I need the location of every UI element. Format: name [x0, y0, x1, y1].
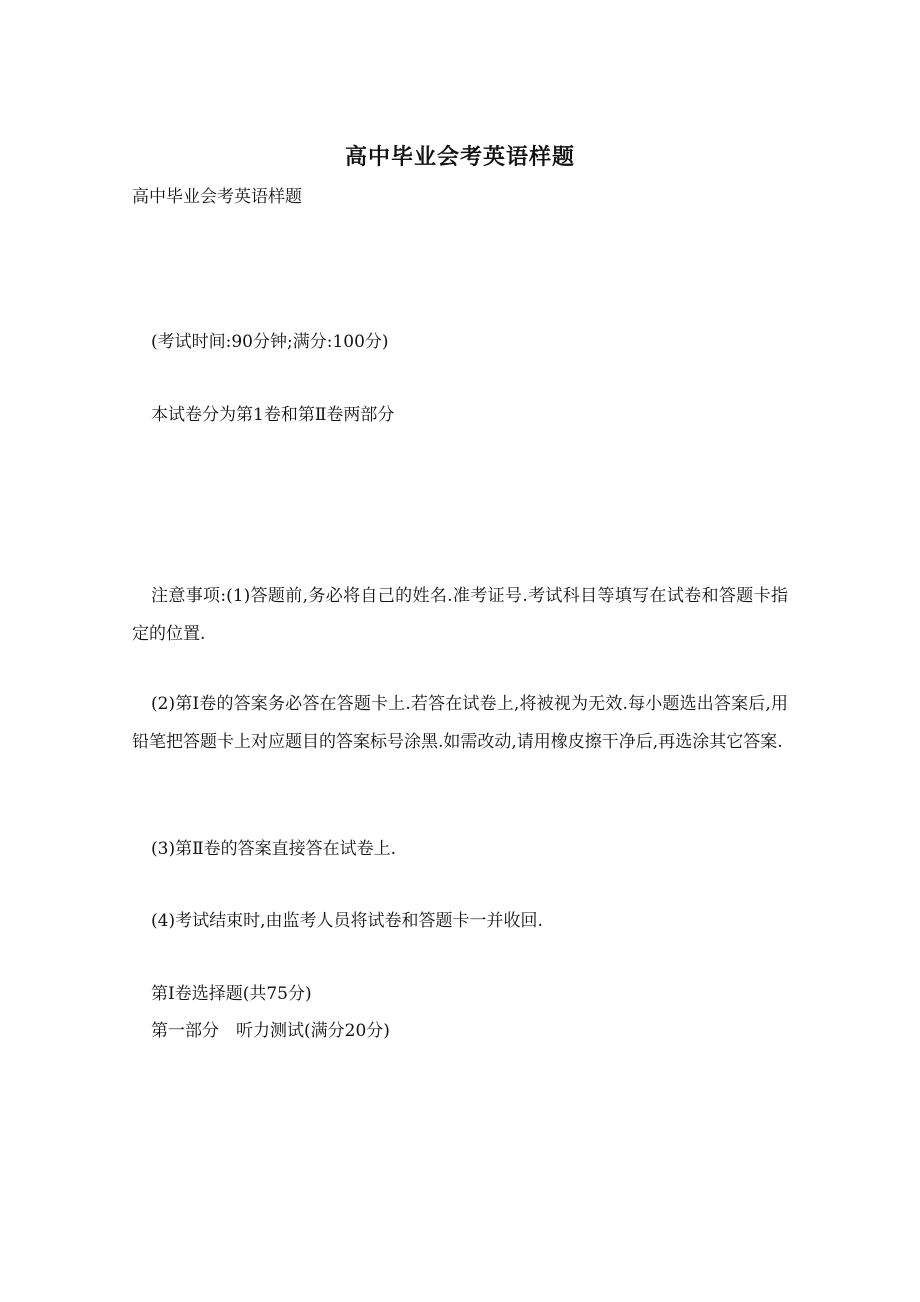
document-title: 高中毕业会考英语样题: [344, 144, 575, 170]
note-1: 注意事项:(1)答题前,务必将自己的姓名.准考证号.考试科目等填写在试卷和答题卡指定的位置.: [132, 586, 788, 644]
section-heading: 第Ⅰ卷选择题(共75分): [151, 984, 312, 1004]
part-heading: 第一部分 听力测试(满分20分): [151, 1021, 390, 1041]
note-2: (2)第Ⅰ卷的答案务必答在答题卡上.若答在试卷上,将被视为无效.每小题选出答案后,用铅笔把答题卡上对应题目的答案标号涂黑.如需改动,请用橡皮擦干净后,再选涂其它答案.: [132, 694, 788, 752]
note-4: (4)考试结束时,由监考人员将试卷和答题卡一并收回.: [151, 911, 543, 931]
exam-info: (考试时间:90分钟;满分:100分): [151, 332, 389, 352]
paper-structure: 本试卷分为第1卷和第Ⅱ卷两部分: [151, 405, 395, 425]
note-3: (3)第Ⅱ卷的答案直接答在试卷上.: [151, 839, 397, 859]
document-subtitle: 高中毕业会考英语样题: [132, 187, 302, 207]
